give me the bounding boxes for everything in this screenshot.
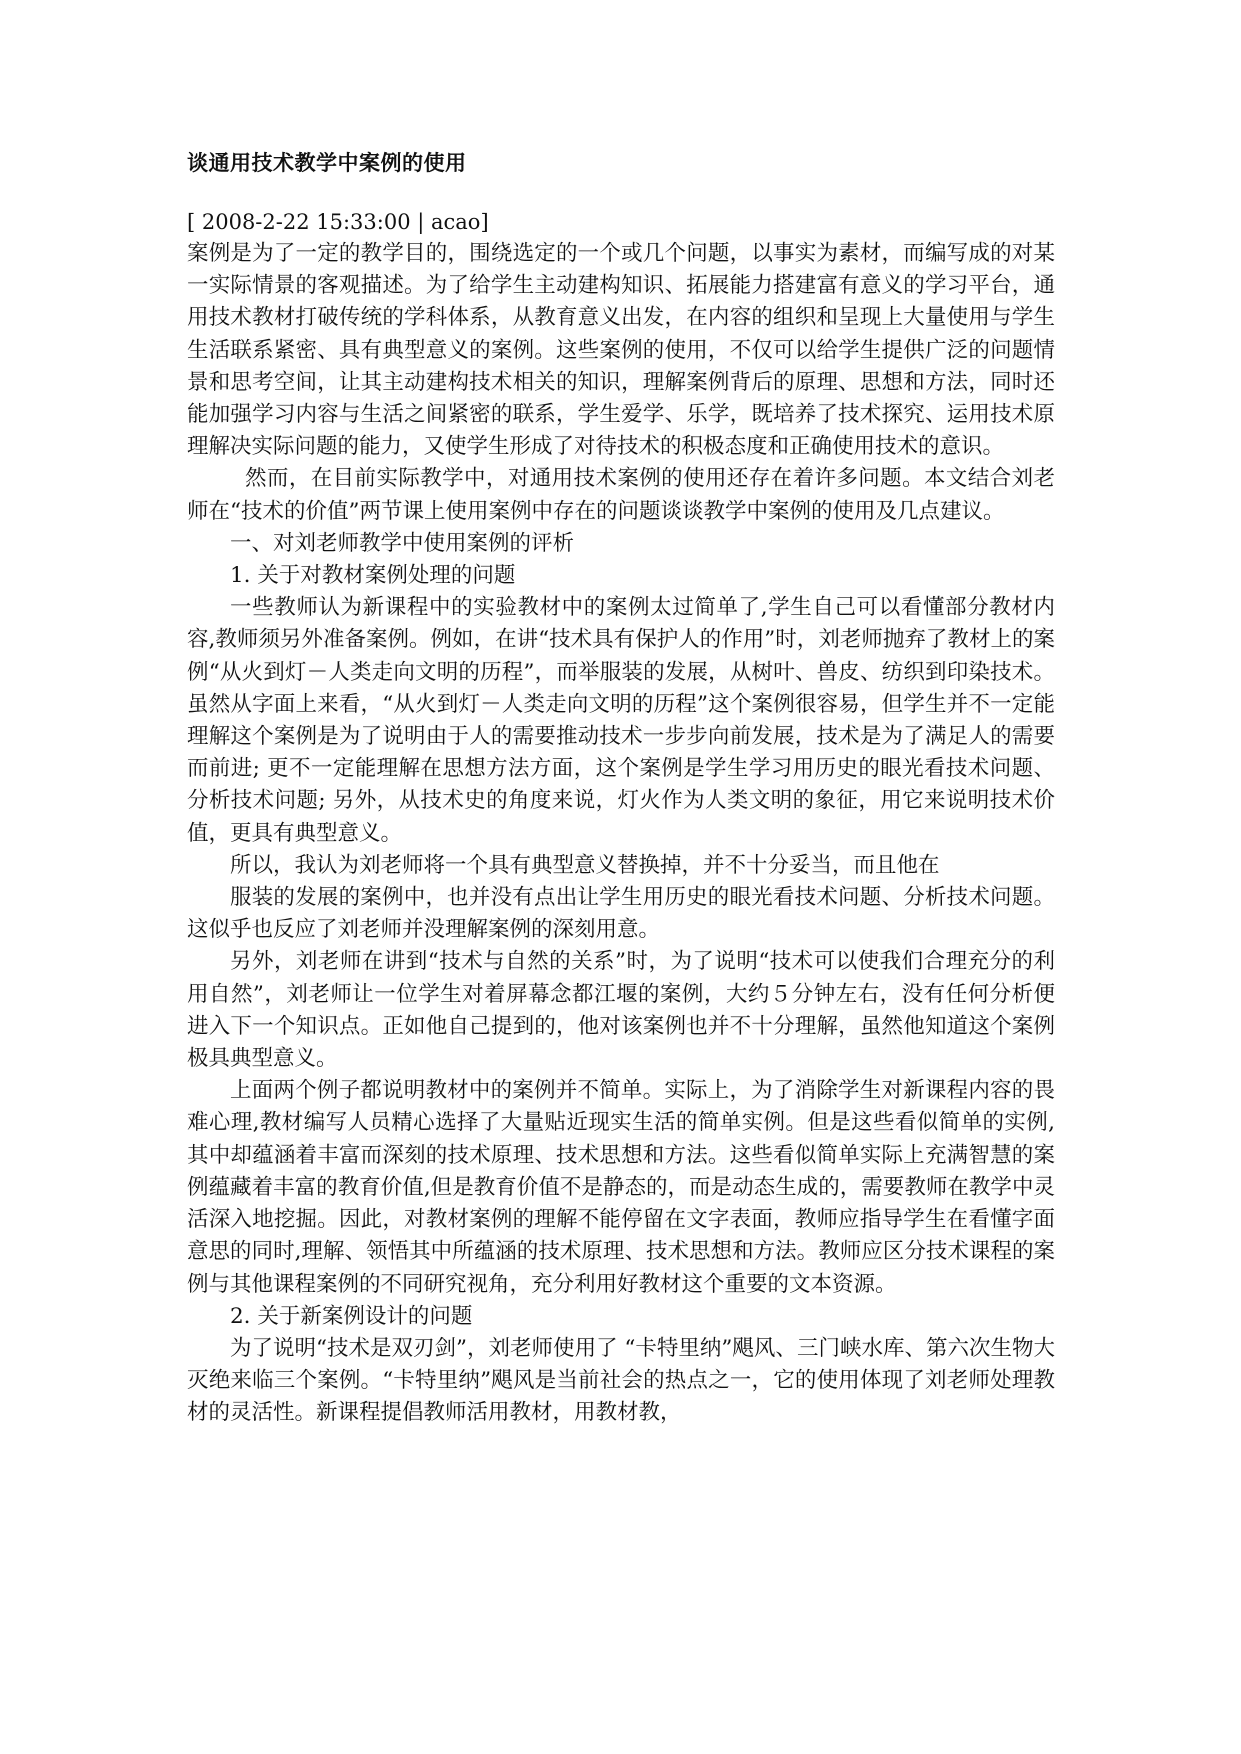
paragraph-intro: 案例是为了一定的教学目的，围绕选定的一个或几个问题，以事实为素材，而编写成的对某一实际情景的客观描述。为了给学生主动建构知识、拓展能力搭建富有意义的学习平台，通用技术教材打破传统的学科体系，从教育意义出发，在内容的组织和呈现上大量使用与学生生活联系紧密、具有典型意义的案例。这些案例的使用，不仅可以给学生提供广泛的问题情景和思考空间，让其主动建构技术相关的知识，理解案例背后的原理、思想和方法，同时还能加强学习内容与生活之间紧密的联系，学生爱学、乐学，既培养了技术探究、运用技术原理解决实际问题的能力，又使学生形成了对待技术的积极态度和正确使用技术的意识。 bbox=[187, 241, 1055, 460]
paragraph-4b: 服装的发展的案例中，也并没有点出让学生用历史的眼光看技术问题、分析技术问题。这似乎也反应了刘老师并没理解案例的深刻用意。 bbox=[187, 885, 1055, 943]
subsection-heading-1: 1. 关于对教材案例处理的问题 bbox=[230, 563, 516, 589]
paragraph-6: 上面两个例子都说明教材中的案例并不简单。实际上，为了消除学生对新课程内容的畏难心理,教材编写人员精心选择了大量贴近现实生活的简单实例。但是这些看似简单的实例,其中却蕴涵着丰富而深刻的技术原理、技术思想和方法。这些看似简单实际上充满智慧的案例蕴藏着丰富的教育价值,但是教育价值不是静态的，而是动态生成的，需要教师在教学中灵活深入地挖掘。因此，对教材案例的理解不能停留在文字表面，教师应指导学生在看懂字面意思的同时,理解、领悟其中所蕴涵的技术原理、技术思想和方法。教师应区分技术课程的案例与其他课程案例的不同研究视角，充分利用好教材这个重要的文本资源。 bbox=[187, 1078, 1055, 1297]
paragraph-2: 然而，在目前实际教学中，对通用技术案例的使用还存在着许多问题。本文结合刘老师在“技术的价值”两节课上使用案例中存在的问题谈谈教学中案例的使用及几点建议。 bbox=[187, 466, 1055, 524]
paragraph-4a: 所以，我认为刘老师将一个具有典型意义替换掉，并不十分妥当，而且他在 bbox=[230, 852, 940, 878]
subsection-heading-2: 2. 关于新案例设计的问题 bbox=[230, 1303, 473, 1329]
document-page bbox=[187, 148, 1055, 1430]
article-title: 谈通用技术教学中案例的使用 bbox=[187, 151, 467, 175]
paragraph-3: 一些教师认为新课程中的实验教材中的案例太过简单了,学生自己可以看懂部分教材内容,教师须另外准备案例。例如，在讲“技术具有保护人的作用”时，刘老师抛弃了教材上的案例“从火到灯－人类走向文明的历程”，而举服装的发展，从树叶、兽皮、纺织到印染技术。虽然从字面上来看，“从火到灯－人类走向文明的历程”这个案例很容易，但学生并不一定能理解这个案例是为了说明由于人的需要推动技术一步步向前发展，技术是为了满足人的需要而前进; 更不一定能理解在思想方法方面，这个案例是学生学习用历史的眼光看技术问题、分析技术问题; 另外，从技术史的角度来说，灯火作为人类文明的象征，用它来说明技术价值，更具有典型意义。 bbox=[187, 595, 1055, 846]
article-meta: [ 2008-2-22 15:33:00 | acao] bbox=[187, 210, 489, 234]
section-heading-1: 一、对刘老师教学中使用案例的评析 bbox=[230, 530, 575, 556]
paragraph-7: 为了说明“技术是双刃剑”，刘老师使用了 “卡特里纳”飓风、三门峡水库、第六次生物大灭绝来临三个案例。“卡特里纳”飓风是当前社会的热点之一，它的使用体现了刘老师处理教材的灵活性。新课程提倡教师活用教材，用教材教， bbox=[187, 1335, 1055, 1426]
paragraph-5: 另外，刘老师在讲到“技术与自然的关系”时，为了说明“技术可以使我们合理充分的利用自然”，刘老师让一位学生对着屏幕念都江堰的案例，大约５分钟左右，没有任何分析便进入下一个知识点。正如他自己提到的，他对该案例也并不十分理解，虽然他知道这个案例极具典型意义。 bbox=[187, 949, 1055, 1072]
